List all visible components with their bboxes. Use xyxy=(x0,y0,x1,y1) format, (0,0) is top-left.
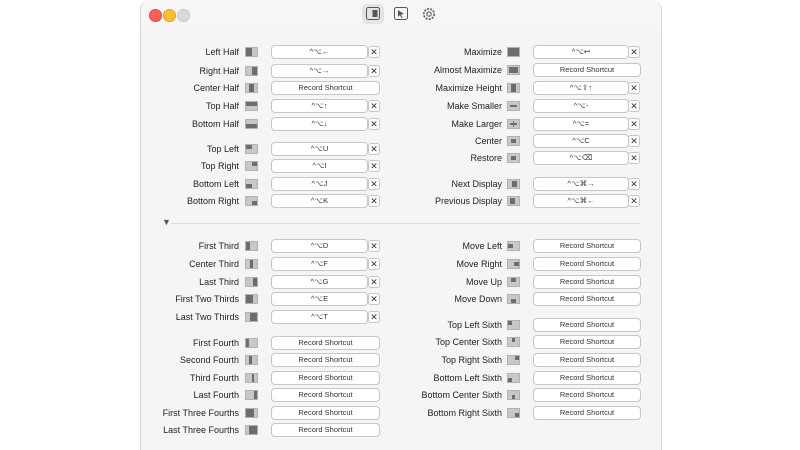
snap-areas-icon xyxy=(394,7,408,20)
record-shortcut-button[interactable]: Record Shortcut xyxy=(533,275,641,289)
minimize-window-button[interactable] xyxy=(163,9,176,22)
shortcut-row-bottom-left-sixth xyxy=(141,371,661,386)
action-label: Left Half xyxy=(205,47,239,57)
clear-shortcut-icon[interactable]: ✕ xyxy=(368,46,380,58)
record-shortcut-button[interactable]: Record Shortcut xyxy=(533,406,641,420)
action-label: Move Left xyxy=(462,241,502,251)
top-right-sixth-icon xyxy=(507,355,520,365)
shortcut-row-center xyxy=(141,134,661,149)
shortcut-field[interactable]: ^⌥⌫ xyxy=(533,151,629,165)
move-right-icon xyxy=(507,259,520,269)
shortcut-field[interactable]: ^⌥E xyxy=(271,292,368,306)
shortcut-row-next-display xyxy=(141,177,661,192)
shortcut-field[interactable]: ^⌥K xyxy=(271,194,368,208)
snap-areas-tab[interactable] xyxy=(390,4,412,24)
shortcut-row-top-left-sixth xyxy=(141,318,661,333)
action-label: Bottom Right xyxy=(186,196,239,206)
shortcut-row-move-right xyxy=(141,257,661,272)
action-label: Right Half xyxy=(199,66,239,76)
shortcut-row-move-down xyxy=(141,292,661,307)
gear-icon xyxy=(422,7,436,21)
action-label: Third Fourth xyxy=(189,373,239,383)
record-shortcut-button[interactable]: Record Shortcut xyxy=(271,371,380,385)
bottom-center-sixth-icon xyxy=(507,390,520,400)
record-shortcut-button[interactable]: Record Shortcut xyxy=(533,318,641,332)
action-label: Top Left xyxy=(206,144,239,154)
action-label: Top Right xyxy=(200,161,239,171)
action-label: Maximize Height xyxy=(435,83,502,93)
clear-shortcut-icon[interactable]: ✕ xyxy=(628,46,640,58)
action-label: Bottom Left Sixth xyxy=(433,373,502,383)
action-label: First Third xyxy=(198,241,239,251)
record-shortcut-button[interactable]: Record Shortcut xyxy=(533,335,641,349)
move-up-icon xyxy=(507,277,520,287)
record-shortcut-button[interactable]: Record Shortcut xyxy=(533,239,641,253)
clear-shortcut-icon[interactable]: ✕ xyxy=(368,118,380,130)
shortcut-row-last-three-fourths xyxy=(141,423,661,438)
shortcut-row-restore xyxy=(141,151,661,166)
shortcut-field[interactable]: ^⌥⇧↑ xyxy=(533,81,629,95)
clear-shortcut-icon[interactable]: ✕ xyxy=(368,311,380,323)
record-shortcut-button[interactable]: Record Shortcut xyxy=(271,336,380,350)
title-bar xyxy=(141,0,661,28)
move-left-icon xyxy=(507,241,520,251)
clear-shortcut-icon[interactable]: ✕ xyxy=(628,178,640,190)
action-label: Bottom Right Sixth xyxy=(427,408,502,418)
action-label: Bottom Left xyxy=(192,179,239,189)
preferences-window xyxy=(140,0,662,450)
maximize-height-icon xyxy=(507,83,520,93)
clear-shortcut-icon[interactable]: ✕ xyxy=(628,135,640,147)
action-label: Top Right Sixth xyxy=(441,355,502,365)
maximize-icon xyxy=(507,47,520,57)
clear-shortcut-icon[interactable]: ✕ xyxy=(368,240,380,252)
shortcut-field[interactable]: ^⌥↩ xyxy=(533,45,629,59)
shortcut-field[interactable]: ^⌥→ xyxy=(271,64,368,78)
clear-shortcut-icon[interactable]: ✕ xyxy=(628,152,640,164)
shortcut-field[interactable]: ^⌥I xyxy=(271,159,368,173)
make-smaller-icon xyxy=(507,101,520,111)
action-label: First Three Fourths xyxy=(162,408,239,418)
record-shortcut-button[interactable]: Record Shortcut xyxy=(533,63,641,77)
shortcut-field[interactable]: ^⌥- xyxy=(533,99,629,113)
record-shortcut-button[interactable]: Record Shortcut xyxy=(271,423,380,437)
action-label: First Fourth xyxy=(192,338,239,348)
shortcut-field[interactable]: ^⌥D xyxy=(271,239,368,253)
action-label: First Two Thirds xyxy=(175,294,239,304)
settings-tab[interactable] xyxy=(418,4,440,24)
action-label: Next Display xyxy=(451,179,502,189)
shortcut-field[interactable]: ^⌥T xyxy=(271,310,368,324)
action-label: Center Half xyxy=(193,83,239,93)
clear-shortcut-icon[interactable]: ✕ xyxy=(628,82,640,94)
close-window-button[interactable] xyxy=(149,9,162,22)
action-label: Last Two Thirds xyxy=(175,312,239,322)
action-label: Last Fourth xyxy=(193,390,239,400)
almost-maximize-icon xyxy=(507,65,520,75)
center-icon xyxy=(507,136,520,146)
clear-shortcut-icon[interactable]: ✕ xyxy=(368,293,380,305)
shortcut-field[interactable]: ^⌥U xyxy=(271,142,368,156)
keyboard-shortcuts-icon xyxy=(366,7,380,20)
clear-shortcut-icon[interactable]: ✕ xyxy=(628,195,640,207)
shortcut-row-top-right-sixth xyxy=(141,353,661,368)
shortcut-row-maximize xyxy=(141,45,661,60)
action-label: Last Three Fourths xyxy=(163,425,239,435)
action-label: Make Smaller xyxy=(446,101,502,111)
clear-shortcut-icon[interactable]: ✕ xyxy=(628,100,640,112)
record-shortcut-button[interactable]: Record Shortcut xyxy=(533,388,641,402)
move-down-icon xyxy=(507,294,520,304)
clear-shortcut-icon[interactable]: ✕ xyxy=(628,118,640,130)
shortcut-row-top-center-sixth xyxy=(141,335,661,350)
section-divider xyxy=(171,223,641,224)
shortcut-row-almost-maximize xyxy=(141,63,661,78)
clear-shortcut-icon[interactable]: ✕ xyxy=(368,100,380,112)
shortcut-field[interactable]: ^⌥⌘→ xyxy=(533,177,629,191)
next-display-icon xyxy=(507,179,520,189)
record-shortcut-button[interactable]: Record Shortcut xyxy=(271,81,380,95)
clear-shortcut-icon[interactable]: ✕ xyxy=(368,178,380,190)
action-label: Restore xyxy=(470,153,502,163)
previous-display-icon xyxy=(507,196,520,206)
record-shortcut-button[interactable]: Record Shortcut xyxy=(533,371,641,385)
disclosure-triangle-icon[interactable]: ▼ xyxy=(162,217,171,227)
shortcut-row-maximize-height xyxy=(141,81,661,96)
bottom-right-sixth-icon xyxy=(507,408,520,418)
action-label: Bottom Half xyxy=(191,119,239,129)
record-shortcut-button[interactable]: Record Shortcut xyxy=(533,257,641,271)
action-label: Bottom Center Sixth xyxy=(421,390,502,400)
clear-shortcut-icon[interactable]: ✕ xyxy=(368,276,380,288)
top-center-sixth-icon xyxy=(507,337,520,347)
record-shortcut-button[interactable]: Record Shortcut xyxy=(271,353,380,367)
shortcut-field[interactable]: ^⌥⌘← xyxy=(533,194,629,208)
action-label: Last Third xyxy=(199,277,239,287)
action-label: Previous Display xyxy=(434,196,502,206)
clear-shortcut-icon[interactable]: ✕ xyxy=(368,258,380,270)
record-shortcut-button[interactable]: Record Shortcut xyxy=(271,388,380,402)
action-label: Almost Maximize xyxy=(433,65,502,75)
action-label: Move Down xyxy=(454,294,502,304)
clear-shortcut-icon[interactable]: ✕ xyxy=(368,195,380,207)
clear-shortcut-icon[interactable]: ✕ xyxy=(368,160,380,172)
top-left-sixth-icon xyxy=(507,320,520,330)
shortcut-field[interactable]: ^⌥F xyxy=(271,257,368,271)
shortcut-field[interactable]: ^⌥C xyxy=(533,134,629,148)
restore-icon xyxy=(507,153,520,163)
last-three-fourths-icon xyxy=(245,425,258,435)
action-label: Maximize xyxy=(463,47,502,57)
shortcut-field[interactable]: ^⌥= xyxy=(533,117,629,131)
clear-shortcut-icon[interactable]: ✕ xyxy=(368,65,380,77)
make-larger-icon xyxy=(507,119,520,129)
action-label: Move Up xyxy=(465,277,502,287)
action-label: Move Right xyxy=(456,259,502,269)
shortcut-row-previous-display xyxy=(141,194,661,209)
zoom-window-button[interactable] xyxy=(177,9,190,22)
shortcut-row-bottom-center-sixth xyxy=(141,388,661,403)
clear-shortcut-icon[interactable]: ✕ xyxy=(368,143,380,155)
keyboard-shortcuts-tab[interactable] xyxy=(362,4,384,24)
shortcut-row-move-left xyxy=(141,239,661,254)
action-label: Top Center Sixth xyxy=(435,337,502,347)
shortcut-row-bottom-right-sixth xyxy=(141,406,661,421)
shortcuts-panel xyxy=(141,28,661,450)
record-shortcut-button[interactable]: Record Shortcut xyxy=(271,406,380,420)
shortcut-field[interactable]: ^⌥↑ xyxy=(271,99,368,113)
shortcut-field[interactable]: ^⌥J xyxy=(271,177,368,191)
shortcut-field[interactable]: ^⌥G xyxy=(271,275,368,289)
action-label: Make Larger xyxy=(451,119,502,129)
shortcut-row-move-up xyxy=(141,275,661,290)
record-shortcut-button[interactable]: Record Shortcut xyxy=(533,353,641,367)
shortcut-row-make-larger xyxy=(141,117,661,132)
shortcut-field[interactable]: ^⌥↓ xyxy=(271,117,368,131)
action-label: Top Left Sixth xyxy=(447,320,502,330)
shortcut-row-make-smaller xyxy=(141,99,661,114)
action-label: Second Fourth xyxy=(179,355,239,365)
action-label: Center xyxy=(474,136,502,146)
record-shortcut-button[interactable]: Record Shortcut xyxy=(533,292,641,306)
bottom-left-sixth-icon xyxy=(507,373,520,383)
shortcut-field[interactable]: ^⌥← xyxy=(271,45,368,59)
action-label: Center Third xyxy=(189,259,239,269)
action-label: Top Half xyxy=(205,101,239,111)
